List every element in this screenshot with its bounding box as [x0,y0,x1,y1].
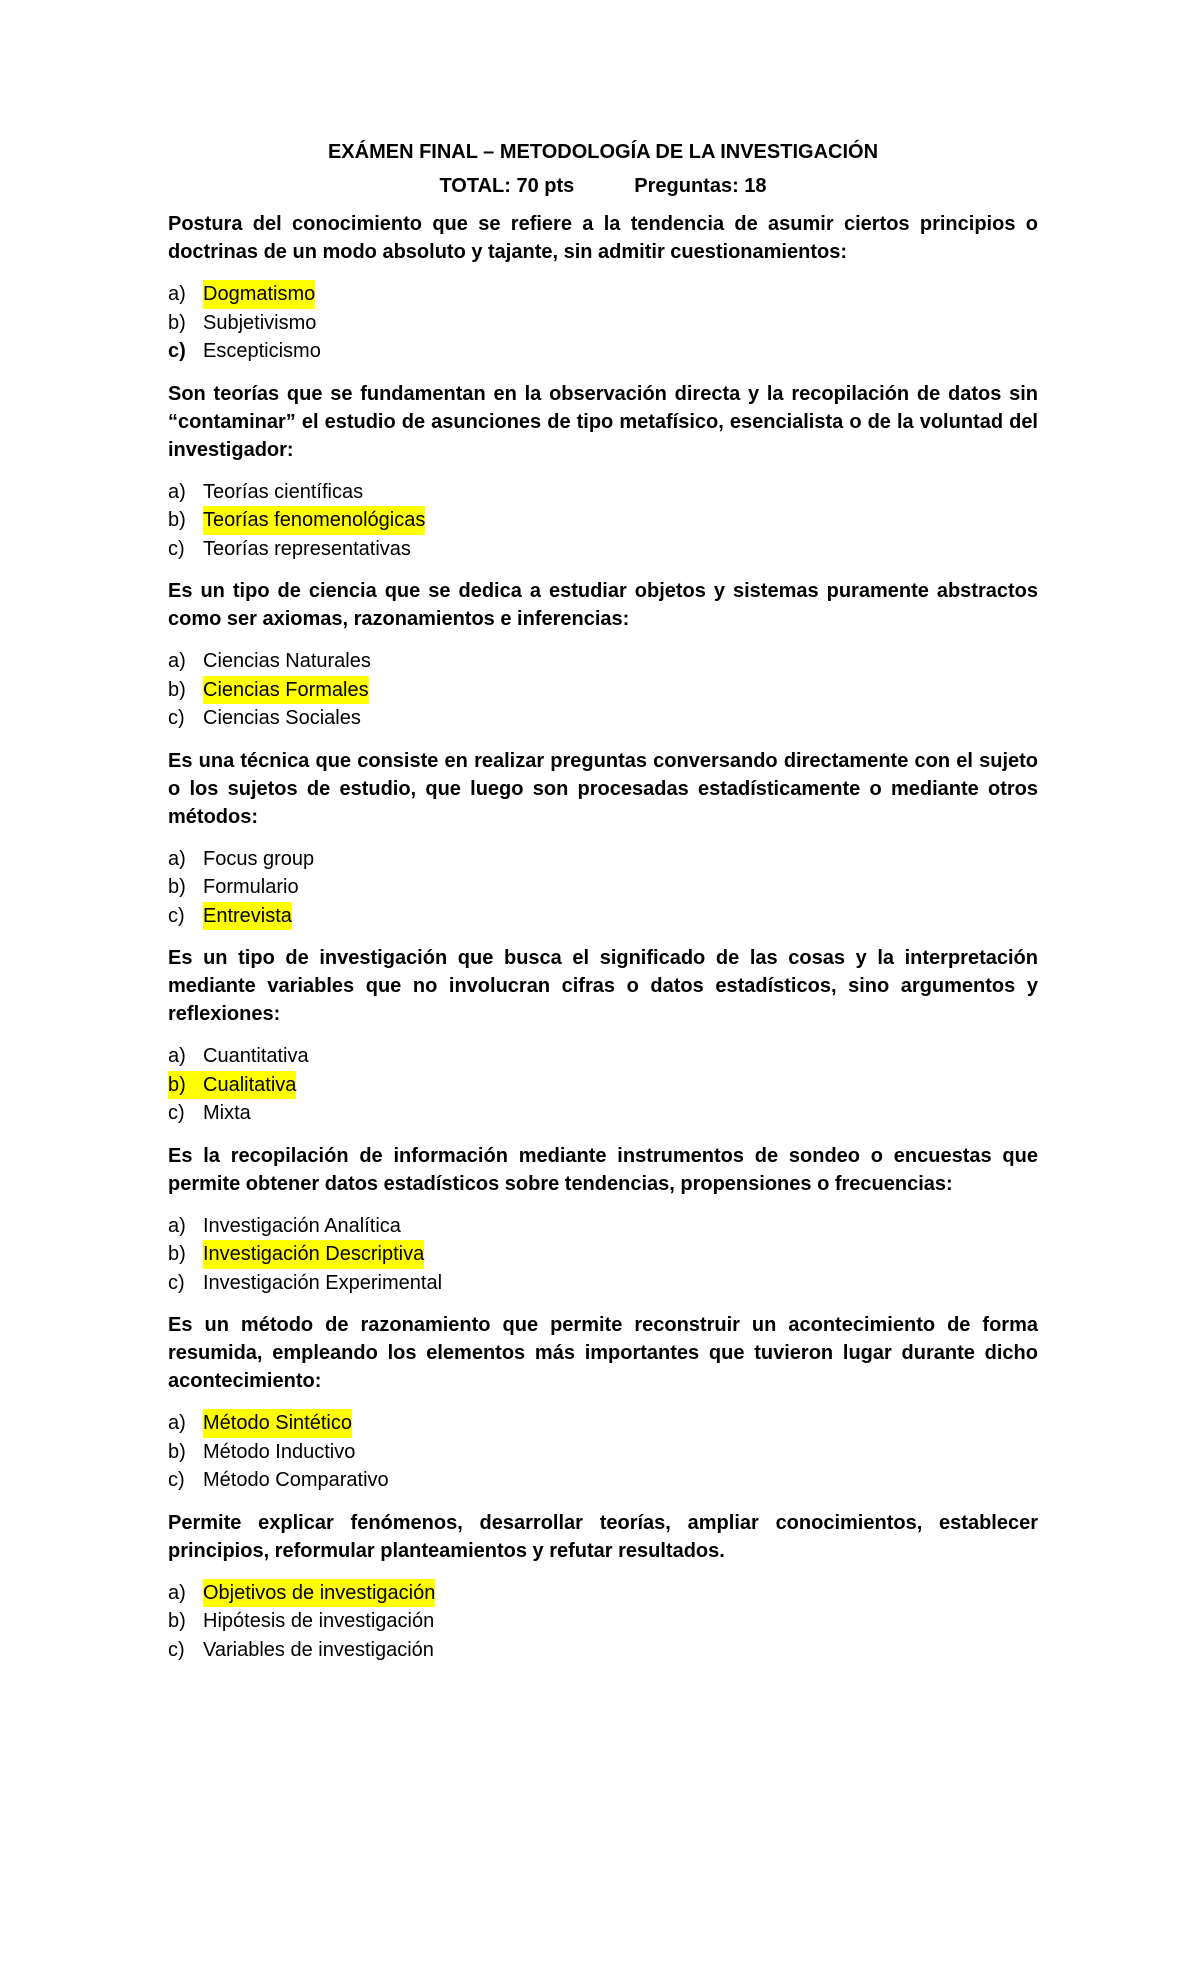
option-text-correct: Teorías fenomenológicas [203,506,425,535]
option-a [168,647,1038,676]
option-text: Focus group [203,847,315,870]
question [168,944,1038,1128]
option-letter: a) [168,1581,186,1604]
option-a [168,1212,1038,1241]
options-list [168,1579,1038,1665]
option-b [168,309,1038,338]
option-text-correct: Entrevista [203,902,292,931]
question [168,577,1038,733]
option-text: Escepticismo [203,340,321,362]
option-letter: c) [168,1102,185,1124]
option-a [168,280,1038,309]
option-letter: a) [168,1412,186,1434]
option-b [168,1071,1038,1100]
option-c [168,1269,1038,1298]
option-a [168,1409,1038,1438]
option-text-correct: Ciencias Formales [203,676,369,705]
option-letter: a) [168,650,186,672]
question [168,747,1038,931]
option-a [168,1042,1038,1071]
option-letter: a) [168,847,186,870]
option-letter: c) [168,1271,185,1294]
options-list [168,845,1038,931]
question-text: Permite explicar fenómenos, desarrollar teorías, ampliar conocimientos, establecer principios, reformular planteamientos y refutar resultados. [168,1511,1038,1562]
question [168,210,1038,366]
question-text: Es la recopilación de información mediante instrumentos de sondeo o encuestas que permite obtener datos estadísticos sobre tendencias, propensiones o frecuencias: [168,1144,1038,1195]
option-text: Investigación Experimental [203,1271,443,1294]
option-text-correct: Objetivos de investigación [203,1579,435,1608]
option-c [168,535,1038,564]
option-text: Teorías científicas [203,480,364,503]
option-letter: a) [168,283,186,305]
total-points: TOTAL: 70 pts [439,175,575,197]
option-text-correct: Dogmatismo [203,280,315,309]
option-text: Método Inductivo [203,1440,356,1463]
option-a [168,1579,1038,1608]
option-letter: a) [168,1045,186,1067]
option-text: Ciencias Naturales [203,650,371,672]
question-text: Postura del conocimiento que se refiere a la tendencia de asumir ciertos principios o doctrinas de un modo absoluto y tajante, sin admitir cuestionamientos: [168,213,1038,263]
questions-count: Preguntas: 18 [634,175,767,197]
option-c [168,1099,1038,1128]
option-text: Cuantitativa [203,1045,309,1067]
option-c [168,1636,1038,1665]
option-text: Método Comparativo [203,1469,389,1491]
option-b [168,1240,1038,1269]
question-text: Es un método de razonamiento que permite reconstruir un acontecimiento de forma resumida, empleando los elementos más importantes que tuvieron lugar durante dicho acontecimiento: [168,1314,1038,1392]
option-letter: b) [168,1243,186,1265]
exam-title: EXÁMEN FINAL – METODOLOGÍA DE LA INVESTIGACIÓN [327,141,879,163]
question-text: Son teorías que se fundamentan en la observación directa y la recopilación de datos sin “contaminar” el estudio de asunciones de tipo metafísico, esencialista o de la voluntad del investigador: [168,382,1038,461]
options-list [168,1042,1038,1128]
option-letter: b) [168,509,186,531]
exam-page [168,138,1038,1678]
question-text: Es una técnica que consiste en realizar preguntas conversando directamente con el sujeto o los sujetos de estudio, que luego son procesadas estadísticamente o mediante otros métodos: [168,749,1038,828]
question [168,1311,1038,1495]
option-text: Formulario [203,876,299,898]
options-list [168,478,1038,564]
question-text: Es un tipo de ciencia que se dedica a estudiar objetos y sistemas puramente abstractos como ser axiomas, razonamientos e inferencias: [168,580,1038,630]
option-letter: b) [168,1440,186,1463]
option-letter: c) [168,1638,185,1661]
option-letter: c) [168,707,185,729]
option-letter: c) [168,1469,185,1491]
option-c [168,902,1038,931]
options-list [168,647,1038,733]
option-text-correct: Cualitativa [203,1071,296,1100]
exam-totals [168,172,1038,200]
question [168,1509,1038,1665]
option-b [168,873,1038,902]
option-text-correct: Método Sintético [203,1409,352,1438]
option-letter: c) [168,340,186,362]
question-text: Es un tipo de investigación que busca el significado de las cosas y la interpretación mediante variables que no involucran cifras o datos estadísticos, sino argumentos y reflexiones: [168,947,1038,1025]
option-b [168,676,1038,705]
option-letter: b) [168,1610,186,1632]
option-text: Mixta [203,1102,251,1124]
options-list [168,1409,1038,1495]
option-c [168,1466,1038,1495]
option-letter: a) [168,480,186,503]
option-letter: b) [168,311,186,334]
option-text: Ciencias Sociales [203,707,361,729]
option-a [168,478,1038,507]
option-text: Investigación Analítica [203,1214,401,1237]
options-list [168,280,1038,366]
option-letter: c) [168,904,185,927]
option-b [168,506,1038,535]
option-letter: b) [168,876,186,898]
option-text: Subjetivismo [203,311,317,334]
option-c [168,704,1038,733]
options-list [168,1212,1038,1298]
option-letter: b) [168,1071,203,1100]
option-letter: a) [168,1214,186,1237]
question [168,380,1038,564]
option-a [168,845,1038,874]
option-text-correct: Investigación Descriptiva [203,1240,424,1269]
option-b [168,1607,1038,1636]
option-c [168,337,1038,366]
option-letter: b) [168,678,186,701]
option-text: Variables de investigación [203,1638,434,1661]
question [168,1142,1038,1298]
option-b [168,1438,1038,1467]
option-text: Teorías representativas [203,537,411,560]
option-text: Hipótesis de investigación [203,1610,435,1632]
option-letter: c) [168,537,185,560]
